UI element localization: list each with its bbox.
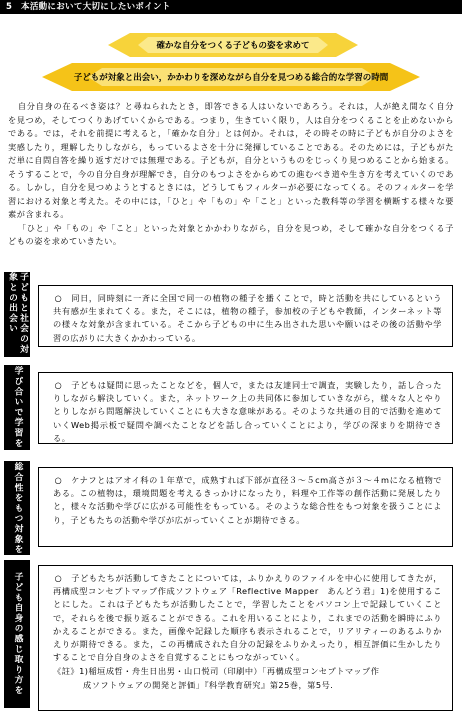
section-4-body: ○ 子どもたちが活動してきたことについては，ふりかえりのファイルを中心に使用してきたが，再構成型コンセプトマップ作成ソフトウェア「Reflective Mapper あんどう君」1)を使用することにした。これは子どもたちが活動したことで，学習したことをパソコン上で記録していくことで，それらを後で振り返ることができる。これを用いることにより，これまでの活動を瞬時にふりかえることができる。また，画像や記録した順序も表示されることで，リアリティーのあるふりかえりが期待できる。また，この再構成された自分の記録をふりかえったり，相互評価に生かしたりすることで自分自身のよさを自覚することにもつながっていく。 [53,573,442,663]
section-2-body: ○ 子どもは疑問に思ったことなどを，個人で，または友達同士で調査，実験したり，話し合ったりしながら解決していく。また，ネットワーク上の共同体に参加していきながら，様々な人とやりとりしながら問題解決していくことにも大きな意味がある。そのような共通の目的で活動を進めていくWeb掲示板で疑問や調べたことなどを話し合っていくことにより，学びの深まりを期待できる。 [53,380,442,443]
section-4-label [4,560,30,708]
intro-text [8,100,454,249]
banner-2-text: 子どもが対象と出会い，かかわりを深めながら自分を見つめる総合的な学習の時間 [73,73,389,83]
footnote-line-1: 《註》1)稲垣成哲・舟生日出男・山口悦司（印刷中）「再構成型コンセプトマップ作 [53,666,380,677]
section-1-label [4,272,30,357]
section-4-label-text: 子ども自身の感じ取り方を [12,572,23,696]
section-1-body: ○ 同日，同時刻に一斉に全国で同一の植物の種子を播くことで，時と活動を共にしているという共有感が生まれてくる。また，そこには，植物の種子，参加校の子どもや教師，インターネット等の様々な対象が含まれている。そこから子どもの中に生み出された思いや願いはその後の活動や学習の広がりに大きくかかわっている。 [53,293,442,343]
banner-2 [42,62,420,92]
footnote-line-2: 成ソフトウェアの開発と評価」『科学教育研究』第25巻，第5号. [83,679,334,690]
section-2-box [38,372,453,444]
section-1-label-text: 子どもと社会の対象との出会い [7,272,28,355]
banner-1-text: 確かな自分をつくる子どもの姿を求めて [156,41,310,51]
banner-1 [108,32,358,58]
section-2-label [4,365,30,450]
intro-paragraph-1: 自分自身の在るべき姿は？と尋ねられたとき，即答できる人はいないであろう。それは，人が絶え間なく自分を見つめ，そしてつくりあげていくからである。つまり，生きていく限り，人は自分をつくることを止めないからである。では，それを前提に考えると，「確かな自分」とは何か。それは，その時その時に子どもが自分のよさを実感したり，理解したりしながら，もっているよさを十分に発揮していることである。そのためには，子どもがただ単に自問自答を繰り返すだけでは無理である。子どもが，自分というものをじっくり見つめることから始まる。そうすることで，今の自分自身が理解でき，自分のもつよさをからめての進むべき道や生き方を考えていくのである。しかし，自分を見つめようとするときには，どうしてもフィルターが必要になってくる。そのフィルターを学習における対象と考えた。その中には，「ひと」や「もの」や「こと」といった教科等の学習を横断する様々な要素が含まれる。 [8,101,454,219]
section-3-box [38,467,453,547]
section-3-body: ○ ケナフとはアオイ科の１年草で，成熟すれば下部が直径３～５cm高さが３～４mになる植物である。この植物は，環境問題を考えるきっかけになったり，料理や工作等の創作活動に発展したりと，様々な活動や学びに広がる可能性をもっている。そのような総合性をもつ対象を扱うことにより，子どもたちの活動や学びが広がっていくことが期待できる。 [53,475,442,525]
section-3-label [4,461,30,555]
section-header [0,0,462,14]
section-1-box [38,285,453,347]
section-header-title: 5 本活動において大切にしたいポイント [6,2,171,12]
section-4-footnote [53,665,442,691]
section-3-label-text: 総合性をもつ対象を [12,461,23,555]
intro-paragraph-2: 「ひと」や「もの」や「こと」といった対象とかかわりながら，自分を見つめ，そして確かな自分をつくる子どもの姿を求めていきたい。 [8,222,454,246]
section-4-box [38,565,453,711]
section-2-label-text: 学び合いで学習を [12,366,23,449]
